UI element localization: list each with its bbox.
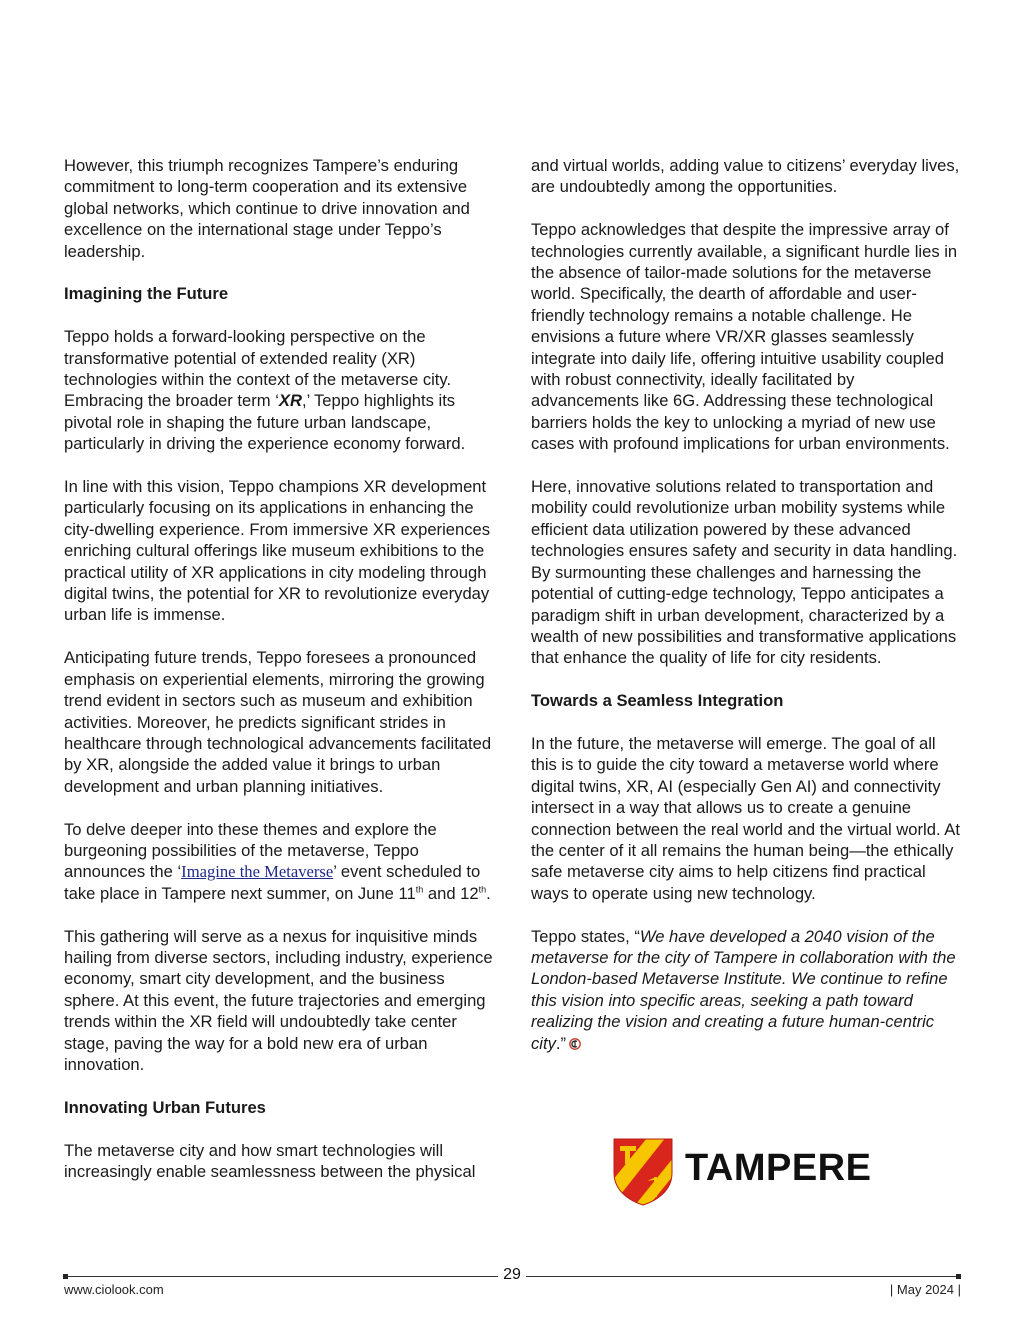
end-mark-icon [569,1034,581,1046]
superscript: th [478,884,487,895]
superscript: th [415,884,424,895]
footer-rule-right [526,1276,959,1277]
paragraph: Here, innovative solutions related to transportation and mobility could revolutionize urban mobility systems while efficient data utilization powered by these advanced technologies ensures safety and security in data handling. By surmounting these challenges and harnessing the potential of cutting-edge technology, Teppo anticipates a paradigm shift in urban development, characterized by a wealth of new possibilities and transformative applications that enhance the quality of life for city residents. [531,477,958,668]
tampere-logo [612,1137,892,1207]
paragraph: In line with this vision, Teppo champions XR development particularly focusing on its applications in enhancing the city-dwelling experience. From immersive XR experiences enriching cultural offerings like museum exhibitions to the practical utility of XR applications in city modeling through digital twins, the potential for XR to revolutionize everyday urban life is immense. [64,477,491,625]
paragraph [64,326,496,454]
paragraph: The metaverse city and how smart technologies will increasingly enable seamlessness between the physical [64,1140,476,1181]
section-heading: Innovating Urban Futures [64,1097,266,1117]
text: .” [555,1033,567,1053]
paragraph: However, this triumph recognizes Tampere’s enduring commitment to long-term cooperation and its extensive global networks, which continue to drive innovation and excellence on the international stage under Teppo’s leadership. [64,156,470,261]
paragraph: This gathering will serve as a nexus for inquisitive minds hailing from diverse sectors, including industry, experience economy, smart city development, and the business sphere. At this event, the future trajectories and emerging trends within the XR field will undoubtedly take center stage, paving the way for a bold new era of urban innovation. [64,926,493,1074]
imagine-metaverse-link[interactable]: Imagine the Metaverse [181,862,334,882]
tampere-coat-of-arms-icon [612,1137,674,1207]
paragraph [64,819,496,905]
footer-website[interactable]: www.ciolook.com [64,1282,164,1297]
section-heading: Imagining the Future [64,284,229,304]
logo-wordmark: TAMPERE [685,1147,872,1189]
paragraph [531,926,961,1054]
text: ’ event scheduled to take place in Tampere next summer, on June 11 [64,862,481,903]
page-number: 29 [503,1266,521,1283]
text: and 12 [423,883,479,903]
paragraph: and virtual worlds, adding value to citizens’ everyday lives, are undoubtedly among the opportunities. [531,156,960,197]
text: ,’ Teppo highlights its pivotal role in shaping the future urban landscape, particularly in driving the experience economy forward. [64,391,466,454]
section-heading: Towards a Seamless Integration [531,691,784,711]
text: To delve deeper into these themes and explore the burgeoning possibilities of the metaverse, Teppo announces the ‘ [64,819,437,882]
paragraph: Teppo acknowledges that despite the impressive array of technologies currently available, a significant hurdle lies in the absence of tailor-made solutions for the metaverse world. Specifically, the dearth of affordable and user-friendly technology remains a notable challenge. He envisions a future where VR/XR glasses seamlessly integrate into daily life, offering intuitive usability coupled with robust connectivity, ideally facilitated by advancements like 6G. Addressing these technological barriers holds the key to unlocking a myriad of new use cases with profound implications for urban environments. [531,220,958,454]
text: Teppo holds a forward-looking perspective on the transformative potential of extended reality (XR) technologies within the context of the metaverse city. Embracing the broader term ‘ [64,327,452,411]
footer-dot-right [956,1274,961,1279]
text: Teppo states, “ [531,926,640,946]
footer-date: | May 2024 | [889,1282,961,1297]
right-column [531,155,961,1075]
quote: We have developed a 2040 vision of the metaverse for the city of Tampere in collaboration with the London-based Metaverse Institute. We continue to refine this vision into specific areas, seeking a path toward realizing the vision and creating a future human-centric city [531,926,956,1053]
xr-term: XR [278,391,302,411]
text: . [486,883,491,903]
left-column [64,155,496,1204]
footer-rule-left [66,1276,498,1277]
paragraph: In the future, the metaverse will emerge. The goal of all this is to guide the city toward a metaverse world where digital twins, XR, AI (especially Gen AI) and connectivity intersect in a way that allows us to create a genuine connection between the real world and the virtual world. At the center of it all remains the human being—the ethically safe metaverse city aims to help citizens find practical ways to operate using new technology. [531,733,960,903]
paragraph: Anticipating future trends, Teppo foresees a pronounced emphasis on experiential elements, mirroring the growing trend evident in sectors such as museum and exhibition activities. Moreover, he predicts significant strides in healthcare through technological advancements facilitated by XR, alongside the added value it brings to urban development and urban planning initiatives. [64,648,492,796]
